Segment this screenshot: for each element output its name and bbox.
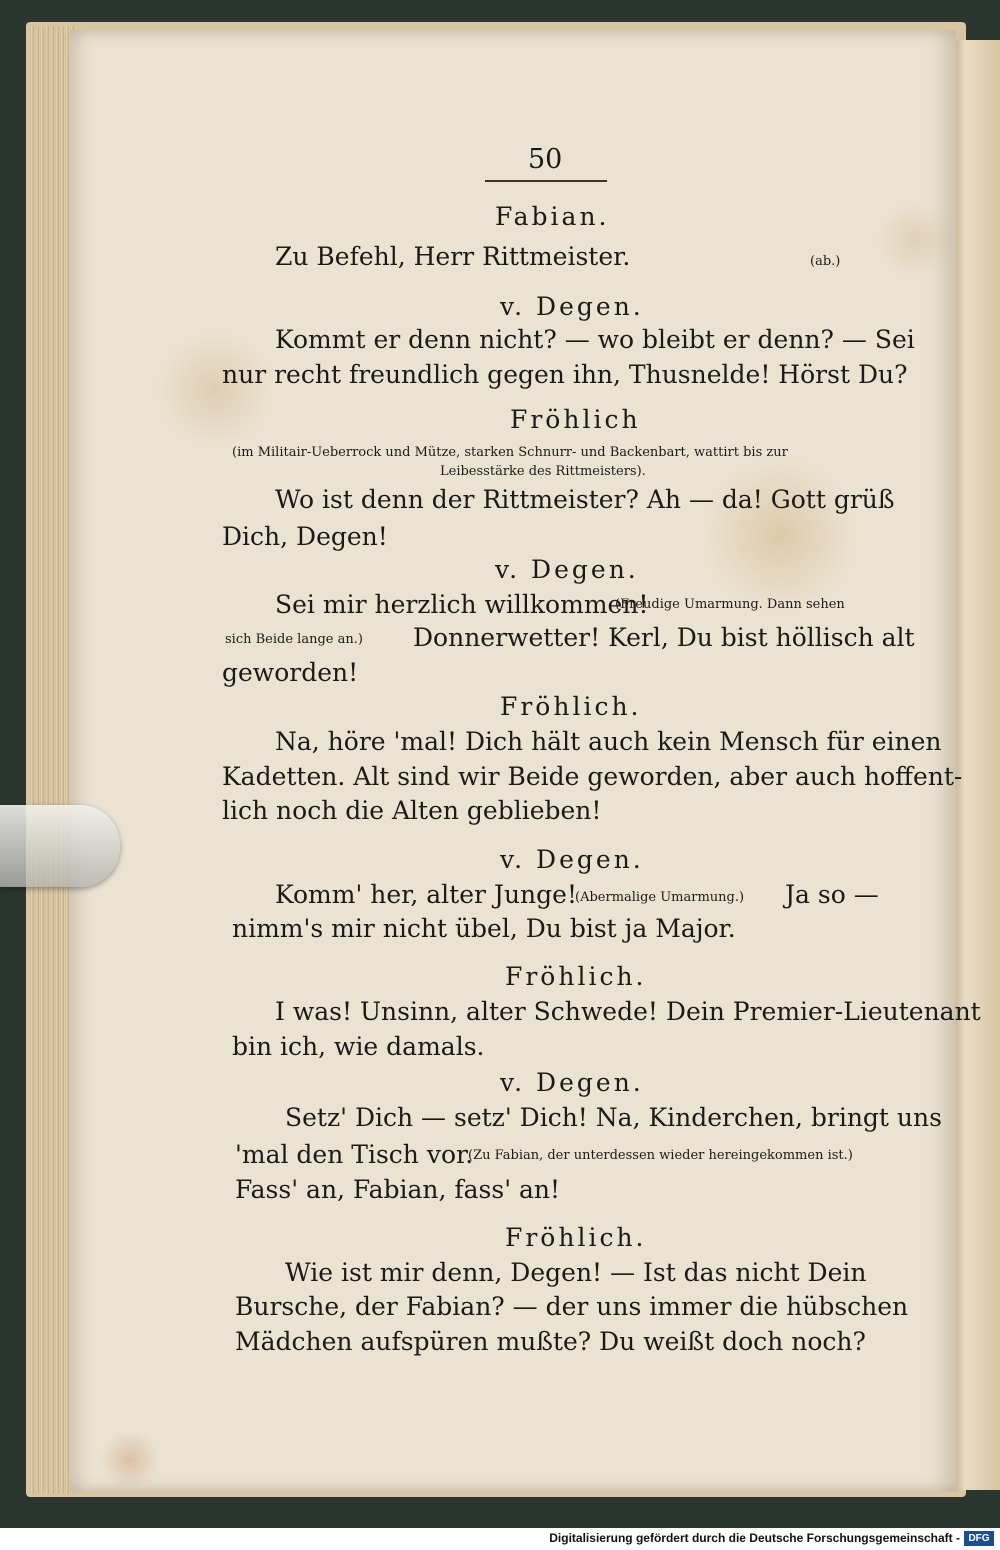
stage-direction: Leibesstärke des Rittmeisters). (440, 464, 646, 479)
dialogue-line: Fass' an, Fabian, fass' an! (235, 1175, 561, 1204)
dialogue-line: geworden! (222, 658, 359, 687)
dialogue-line: Wo ist denn der Rittmeister? Ah — da! Gott grüß (275, 485, 895, 514)
dialogue-line: Dich, Degen! (222, 522, 388, 551)
dialogue-line: Mädchen aufspüren mußte? Du weißt doch noch? (235, 1327, 866, 1356)
dialogue-line: nur recht freundlich gegen ihn, Thusnelde! Hörst Du? (222, 360, 908, 389)
speaker-degen: v. Degen. (500, 292, 644, 321)
speaker-froehlich: Fröhlich (510, 405, 641, 434)
book-page (70, 30, 981, 1492)
dialogue-line: Na, höre 'mal! Dich hält auch kein Mensch für einen (275, 727, 942, 756)
dialogue-line: Ja so — (785, 880, 879, 909)
dialogue-line: bin ich, wie damals. (232, 1032, 485, 1061)
footer-credit: Digitalisierung gefördert durch die Deutsche Forschungsgemeinschaft - (549, 1531, 960, 1545)
footer-bar (0, 1528, 1000, 1550)
dialogue-line: Setz' Dich — setz' Dich! Na, Kinderchen, bringt uns (285, 1103, 942, 1132)
speaker-froehlich: Fröhlich. (505, 962, 647, 991)
speaker-degen: v. Degen. (495, 555, 639, 584)
speaker-fabian: Fabian. (495, 202, 610, 231)
dialogue-line: Sei mir herzlich willkommen! (275, 590, 649, 619)
dialogue-line: Kadetten. Alt sind wir Beide geworden, aber auch hoffent- (222, 762, 963, 791)
dialogue-line: Donnerwetter! Kerl, Du bist höllisch alt (413, 623, 915, 652)
speaker-froehlich: Fröhlich. (505, 1223, 647, 1252)
dialogue-line: Kommt er denn nicht? — wo bleibt er denn? — Sei (275, 325, 915, 354)
speaker-froehlich: Fröhlich. (500, 692, 642, 721)
stage-direction: (Freudige Umarmung. Dann sehen (615, 597, 845, 612)
dialogue-line: Zu Befehl, Herr Rittmeister. (275, 242, 631, 271)
bookmark-clip (0, 805, 120, 887)
stage-direction: (ab.) (810, 254, 841, 269)
stage-direction: sich Beide lange an.) (225, 632, 363, 647)
dialogue-line: 'mal den Tisch vor. (235, 1140, 474, 1169)
stage-direction: (Abermalige Umarmung.) (575, 890, 745, 905)
speaker-degen: v. Degen. (500, 1068, 644, 1097)
stage-direction: (im Militair-Ueberrock und Mütze, starken Schnurr- und Backenbart, wattirt bis zur (232, 445, 788, 460)
dialogue-line: Wie ist mir denn, Degen! — Ist das nicht Dein (285, 1258, 867, 1287)
stage-direction: (Zu Fabian, der unterdessen wieder hereingekommen ist.) (468, 1148, 853, 1163)
dialogue-line: I was! Unsinn, alter Schwede! Dein Premier-Lieutenant (275, 997, 981, 1026)
dialogue-line: Bursche, der Fabian? — der uns immer die hübschen (235, 1292, 909, 1321)
page-number: 50 (528, 144, 563, 175)
page-number-rule (485, 180, 607, 182)
dialogue-line: Komm' her, alter Junge! (275, 880, 577, 909)
speaker-degen: v. Degen. (500, 845, 644, 874)
dialogue-line: lich noch die Alten geblieben! (222, 796, 602, 825)
dfg-logo: DFG (964, 1531, 994, 1546)
dialogue-line: nimm's mir nicht übel, Du bist ja Major. (232, 914, 736, 943)
